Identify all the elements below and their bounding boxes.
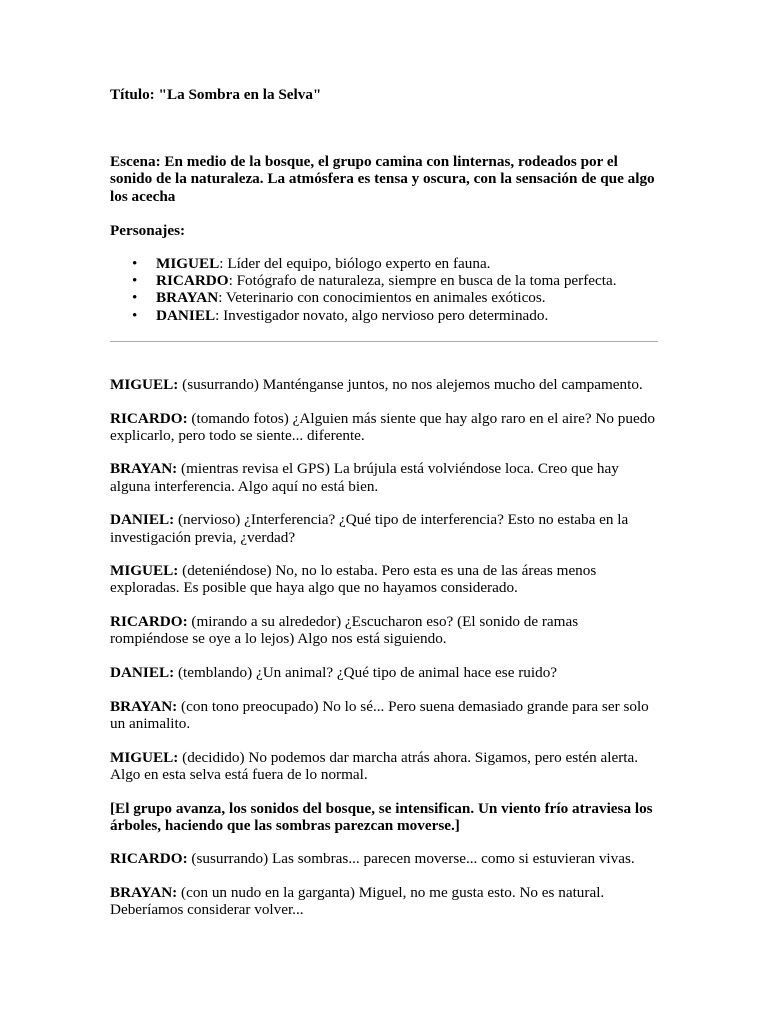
speaker-name: RICARDO: xyxy=(110,850,188,868)
stage-direction: [El grupo avanza, los sonidos del bosque, se intensifican. Un viento frío atraviesa los árboles, haciendo que las sombras parezcan moverse.] xyxy=(110,799,653,834)
dialogue-line xyxy=(110,664,658,681)
list-item xyxy=(132,306,658,324)
speaker-name: BRAYAN: xyxy=(110,460,178,478)
bullet-icon: • xyxy=(132,306,138,324)
bullet-icon: • xyxy=(132,255,138,273)
character-description: : Veterinario con conocimientos en animales exóticos. xyxy=(218,289,546,307)
speaker-name: RICARDO: xyxy=(110,613,188,631)
dialogue-line xyxy=(110,850,658,867)
dialogue-text: (mientras revisa el GPS) La brújula está volviéndose loca. Creo que hay alguna interferencia. Algo aquí no está bien. xyxy=(110,460,619,495)
dialogue-line xyxy=(110,410,658,444)
dialogue-line xyxy=(110,511,658,545)
dialogue-text: (deteniéndose) No, no lo estaba. Pero esta es una de las áreas menos exploradas. Es posible que haya algo que no hayamos considerado. xyxy=(110,562,597,597)
bullet-icon: • xyxy=(132,289,138,307)
dialogue-line xyxy=(110,749,658,783)
characters-heading: Personajes: xyxy=(110,221,186,239)
scene-description: Escena: En medio de la bosque, el grupo camina con linternas, rodeados por el sonido de la naturaleza. La atmósfera es tensa y oscura, con la sensación de que algo los acecha xyxy=(110,153,655,205)
character-name: BRAYAN xyxy=(156,289,219,307)
character-name: DANIEL xyxy=(156,306,216,324)
dialogue-text: (con un nudo en la garganta) Miguel, no me gusta esto. No es natural. Deberíamos considerar volver... xyxy=(110,884,605,919)
dialogue-line xyxy=(110,376,658,393)
character-description: : Investigador novato, algo nervioso pero determinado. xyxy=(215,306,549,324)
list-item xyxy=(132,289,658,307)
divider xyxy=(110,341,658,342)
character-description: : Fotógrafo de naturaleza, siempre en busca de la toma perfecta. xyxy=(228,272,617,290)
dialogue-line xyxy=(110,460,658,494)
speaker-name: DANIEL: xyxy=(110,511,175,529)
dialogue-text: (con tono preocupado) No lo sé... Pero suena demasiado grande para ser solo un animalito. xyxy=(110,697,649,732)
dialogue-line xyxy=(110,562,658,596)
speaker-name: RICARDO: xyxy=(110,409,188,427)
dialogue-line xyxy=(110,698,658,732)
speaker-name: BRAYAN: xyxy=(110,884,178,902)
dialogue-text: (susurrando) Las sombras... parecen moverse... como si estuvieran vivas. xyxy=(187,850,635,868)
character-name: MIGUEL xyxy=(156,255,220,273)
dialogue-line xyxy=(110,613,658,647)
bullet-icon: • xyxy=(132,272,138,290)
speaker-name: DANIEL: xyxy=(110,664,175,682)
dialogue-text: (tomando fotos) ¿Alguien más siente que hay algo raro en el aire? No puedo explicarlo, pero todo se siente... diferente. xyxy=(110,409,655,444)
document-title: Título: "La Sombra en la Selva" xyxy=(110,86,322,103)
speaker-name: MIGUEL: xyxy=(110,375,179,393)
speaker-name: MIGUEL: xyxy=(110,562,179,580)
list-item xyxy=(132,255,658,273)
speaker-name: BRAYAN: xyxy=(110,697,178,715)
dialogue-text: (susurrando) Manténganse juntos, no nos alejemos mucho del campamento. xyxy=(178,375,643,393)
script-document xyxy=(110,86,658,935)
speaker-name: MIGUEL: xyxy=(110,748,179,766)
dialogue-text: (temblando) ¿Un animal? ¿Qué tipo de animal hace ese ruido? xyxy=(174,664,558,682)
list-item xyxy=(132,272,658,290)
characters-list xyxy=(110,255,658,324)
dialogue-text: (decidido) No podemos dar marcha atrás ahora. Sigamos, pero estén alerta. Algo en esta selva está fuera de lo normal. xyxy=(110,748,639,783)
dialogue-line xyxy=(110,884,658,918)
dialogue-text: (mirando a su alrededor) ¿Escucharon eso? (El sonido de ramas rompiéndose se oye a lo lejos) Algo nos está siguiendo. xyxy=(110,613,579,648)
dialogue-text: (nervioso) ¿Interferencia? ¿Qué tipo de interferencia? Esto no estaba en la investigación previa, ¿verdad? xyxy=(110,511,629,546)
dialogue-section xyxy=(110,376,658,919)
character-description: : Líder del equipo, biólogo experto en fauna. xyxy=(219,255,491,273)
character-name: RICARDO xyxy=(156,272,229,290)
